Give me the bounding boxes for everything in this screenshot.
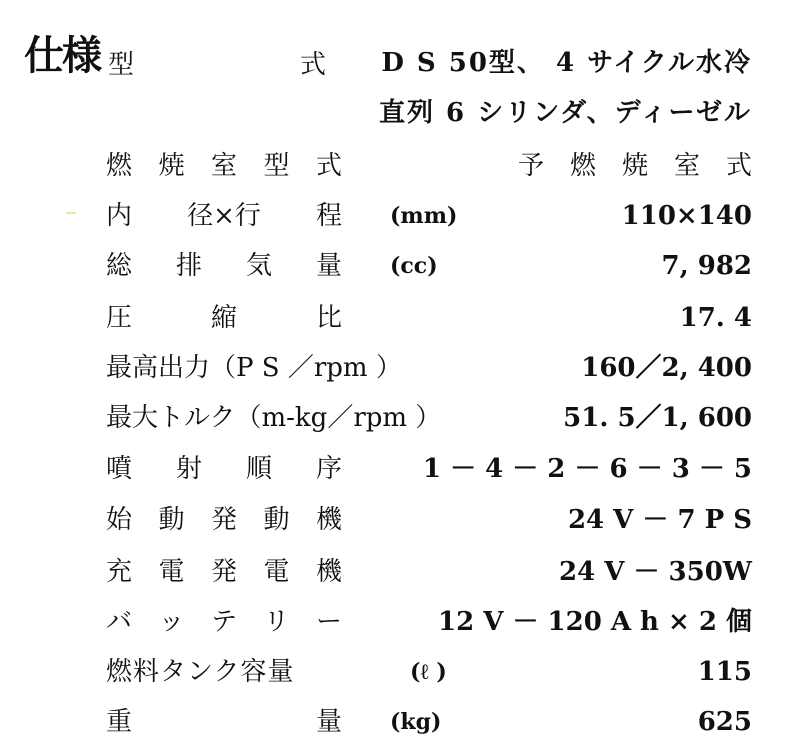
row-unit: (kg)	[390, 709, 442, 735]
row-label	[106, 298, 342, 338]
row-label	[106, 702, 342, 742]
row-value: 115	[697, 657, 752, 687]
row-value: 160／2, 400	[581, 353, 752, 383]
row-label	[106, 500, 342, 540]
label-char: 室	[210, 151, 237, 181]
label-char: 型	[263, 151, 290, 181]
spec-row-starter-motor	[0, 500, 800, 540]
row-value: 17. 4	[679, 303, 752, 333]
spec-row-weight	[0, 702, 800, 742]
label-char: 量	[315, 251, 342, 281]
label-char: 充	[106, 557, 133, 587]
label-char: 程	[315, 201, 342, 231]
label-char: 動	[263, 505, 290, 535]
row-value: 24 V － 7 P S	[567, 505, 752, 535]
row-value: 24 V － 350W	[559, 557, 752, 587]
label-char: 序	[315, 454, 342, 484]
row-value: 1 － 4 － 2 － 6 － 3 － 5	[422, 454, 752, 484]
spec-heading: 仕様	[24, 33, 100, 79]
label-char: 機	[315, 505, 342, 535]
label-char: 噴	[106, 454, 133, 484]
label-char: 量	[315, 707, 342, 737]
row-label	[106, 449, 342, 489]
row-value: 予 燃 焼 室 式	[517, 151, 752, 181]
row-label	[106, 146, 342, 186]
label-char: テ	[210, 607, 237, 637]
label-char: 順	[245, 454, 272, 484]
spec-row-max-output	[0, 348, 800, 388]
row-value: 7, 982	[661, 251, 752, 281]
label-char: 機	[315, 557, 342, 587]
label-char: 射	[175, 454, 202, 484]
label-char: 始	[106, 505, 133, 535]
spec-row-firing-order	[0, 449, 800, 489]
row-value: 625	[697, 707, 752, 737]
label-char: 総	[106, 251, 133, 281]
row-value: 12 V － 120 A h × 2 個	[438, 607, 752, 637]
label-char: バ	[106, 607, 133, 637]
label-char: 式	[315, 151, 342, 181]
label-char: 電	[263, 557, 290, 587]
spec-row-bore-stroke	[0, 196, 800, 236]
row-unit: (mm)	[390, 203, 458, 229]
row-label	[106, 602, 342, 642]
label-char: 縮	[210, 303, 237, 333]
label-char: ッ	[158, 607, 185, 637]
label-text: 燃料タンク容量	[106, 657, 295, 687]
row-label	[106, 552, 342, 592]
row-value: 51. 5／1, 600	[563, 403, 752, 433]
label-char: 動	[158, 505, 185, 535]
label-char: ー	[315, 607, 342, 637]
label-char: 圧	[106, 303, 133, 333]
spec-row-battery	[0, 602, 800, 642]
row-label: 最大トルク（m-kg／rpm ）	[106, 403, 442, 433]
row-unit: (cc)	[390, 253, 438, 279]
label-char: 燃	[106, 151, 133, 181]
label-char: 気	[245, 251, 272, 281]
row-value: 110×140	[621, 201, 752, 231]
spec-row-generator	[0, 552, 800, 592]
label-char: 比	[315, 303, 342, 333]
type-label-b: 式	[300, 50, 327, 80]
row-label	[106, 196, 342, 236]
label-char: 電	[158, 557, 185, 587]
label-char: 発	[210, 505, 237, 535]
row-label	[106, 246, 342, 286]
row-unit: (ℓ )	[410, 659, 447, 685]
label-char: リ	[263, 607, 290, 637]
spec-row-combustion-chamber	[0, 146, 800, 186]
row-label	[106, 652, 342, 692]
spec-row-fuel-tank	[0, 652, 800, 692]
type-value-line1: D S 50型、 4 サイクル水冷	[381, 48, 752, 78]
label-char: 重	[106, 707, 133, 737]
spec-row-compression-ratio	[0, 298, 800, 338]
spec-row-max-torque	[0, 398, 800, 438]
spec-row-displacement	[0, 246, 800, 286]
label-char: 内	[106, 201, 133, 231]
label-char: 径×行	[187, 201, 261, 231]
type-label-a: 型	[108, 50, 135, 80]
type-value-line2: 直列 6 シリンダ、ディーゼル	[379, 98, 752, 128]
label-char: 発	[210, 557, 237, 587]
row-label: 最高出力（P S ／rpm ）	[106, 353, 402, 383]
label-char: 排	[175, 251, 202, 281]
label-char: 焼	[158, 151, 185, 181]
